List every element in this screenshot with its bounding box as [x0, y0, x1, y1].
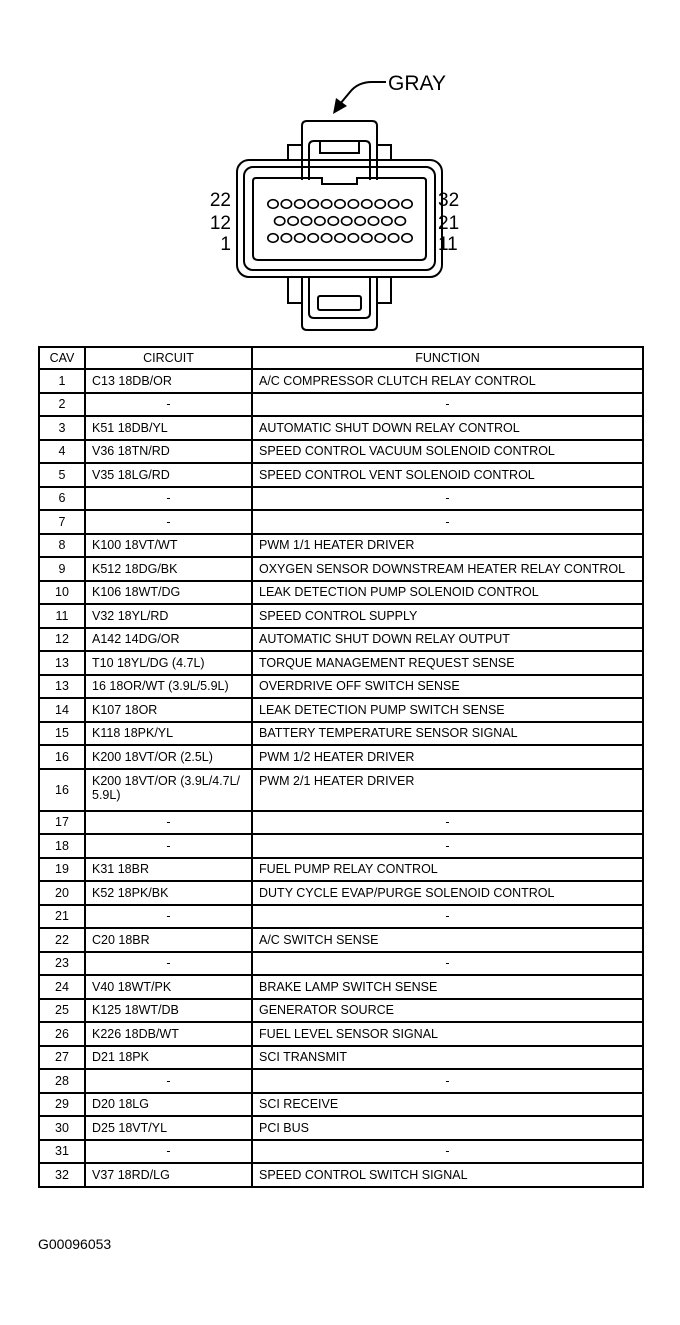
circuit-cell: V32 18YL/RD	[85, 604, 252, 628]
cav-cell: 19	[39, 858, 85, 882]
function-cell: A/C COMPRESSOR CLUTCH RELAY CONTROL	[252, 369, 643, 393]
cav-cell: 11	[39, 604, 85, 628]
circuit-cell: K226 18DB/WT	[85, 1022, 252, 1046]
connector-pin	[402, 200, 412, 209]
circuit-cell: C20 18BR	[85, 928, 252, 952]
table-row	[39, 1140, 643, 1164]
cav-cell: 13	[39, 651, 85, 675]
connector-pin	[402, 234, 412, 243]
connector-pin	[395, 217, 405, 226]
function-cell: A/C SWITCH SENSE	[252, 928, 643, 952]
connector-pin	[368, 217, 378, 226]
circuit-cell: K100 18VT/WT	[85, 534, 252, 558]
circuit-cell: -	[85, 811, 252, 835]
header-circuit: CIRCUIT	[85, 347, 252, 369]
connector-pin	[348, 200, 358, 209]
connector-pin	[321, 234, 331, 243]
circuit-cell: K200 18VT/OR (2.5L)	[85, 745, 252, 769]
table-row	[39, 651, 643, 675]
table-row	[39, 975, 643, 999]
function-cell: OVERDRIVE OFF SWITCH SENSE	[252, 675, 643, 699]
table-row	[39, 534, 643, 558]
table-row	[39, 745, 643, 769]
function-cell: -	[252, 834, 643, 858]
cav-cell: 24	[39, 975, 85, 999]
function-cell: SPEED CONTROL VENT SOLENOID CONTROL	[252, 463, 643, 487]
table-row	[39, 369, 643, 393]
circuit-cell: K125 18WT/DB	[85, 999, 252, 1023]
function-cell: -	[252, 510, 643, 534]
cav-cell: 2	[39, 393, 85, 417]
connector-pin	[355, 217, 365, 226]
table-row	[39, 811, 643, 835]
cav-cell: 21	[39, 905, 85, 929]
cav-cell: 16	[39, 769, 85, 811]
table-row	[39, 722, 643, 746]
circuit-cell: -	[85, 510, 252, 534]
connector-pin	[295, 234, 305, 243]
connector-pin	[388, 234, 398, 243]
pinout-table	[38, 346, 644, 1188]
cav-cell: 22	[39, 928, 85, 952]
function-cell: FUEL LEVEL SENSOR SIGNAL	[252, 1022, 643, 1046]
connector-pin	[362, 200, 372, 209]
cav-cell: 18	[39, 834, 85, 858]
circuit-cell: K51 18DB/YL	[85, 416, 252, 440]
cav-cell: 5	[39, 463, 85, 487]
label-cavity-32: 32	[438, 190, 460, 211]
connector-pin	[268, 234, 278, 243]
table-row	[39, 928, 643, 952]
connector-pin	[308, 200, 318, 209]
connector-pin	[362, 234, 372, 243]
connector-pin	[321, 200, 331, 209]
connector-pin	[281, 200, 291, 209]
function-cell: -	[252, 1140, 643, 1164]
callout-arrowhead	[333, 98, 347, 114]
table-row	[39, 440, 643, 464]
connector-pin	[308, 234, 318, 243]
connector-pin	[328, 217, 338, 226]
connector-pin	[342, 217, 352, 226]
table-row	[39, 557, 643, 581]
connector-diagram	[0, 0, 680, 340]
cav-cell: 20	[39, 881, 85, 905]
circuit-cell: K31 18BR	[85, 858, 252, 882]
connector-pin	[335, 234, 345, 243]
cav-cell: 25	[39, 999, 85, 1023]
circuit-cell: -	[85, 834, 252, 858]
function-cell: FUEL PUMP RELAY CONTROL	[252, 858, 643, 882]
function-cell: -	[252, 952, 643, 976]
circuit-cell: D20 18LG	[85, 1093, 252, 1117]
function-cell: SPEED CONTROL SUPPLY	[252, 604, 643, 628]
table-row	[39, 999, 643, 1023]
cav-cell: 10	[39, 581, 85, 605]
connector-pin	[268, 200, 278, 209]
cav-cell: 12	[39, 628, 85, 652]
circuit-cell: V40 18WT/PK	[85, 975, 252, 999]
cav-cell: 29	[39, 1093, 85, 1117]
connector-body	[237, 121, 442, 330]
table-row	[39, 487, 643, 511]
table-row	[39, 858, 643, 882]
connector-pin	[388, 200, 398, 209]
cav-cell: 27	[39, 1046, 85, 1070]
connector-pin	[335, 200, 345, 209]
function-cell: PWM 1/1 HEATER DRIVER	[252, 534, 643, 558]
connector-pin	[348, 234, 358, 243]
circuit-cell: 16 18OR/WT (3.9L/5.9L)	[85, 675, 252, 699]
table-row	[39, 1069, 643, 1093]
label-cavity-12: 12	[209, 213, 231, 234]
circuit-cell: D25 18VT/YL	[85, 1116, 252, 1140]
function-cell: -	[252, 905, 643, 929]
label-cavity-1: 1	[220, 234, 231, 255]
connector-pins	[268, 200, 412, 243]
function-cell: GENERATOR SOURCE	[252, 999, 643, 1023]
function-cell: PCI BUS	[252, 1116, 643, 1140]
table-row	[39, 604, 643, 628]
table-row	[39, 1046, 643, 1070]
circuit-cell: V35 18LG/RD	[85, 463, 252, 487]
cav-cell: 9	[39, 557, 85, 581]
callout-leader-line	[340, 82, 386, 104]
cav-cell: 23	[39, 952, 85, 976]
figure-id: G00096053	[38, 1236, 112, 1252]
table-row	[39, 769, 643, 811]
connector-color-label: GRAY	[388, 72, 446, 95]
function-cell: PWM 2/1 HEATER DRIVER	[252, 769, 643, 811]
function-cell: SCI RECEIVE	[252, 1093, 643, 1117]
cav-cell: 17	[39, 811, 85, 835]
header-function: FUNCTION	[252, 347, 643, 369]
table-row	[39, 1116, 643, 1140]
cav-cell: 30	[39, 1116, 85, 1140]
table-row	[39, 1022, 643, 1046]
connector-pin	[315, 217, 325, 226]
connector-pin	[295, 200, 305, 209]
table-row	[39, 416, 643, 440]
function-cell: SCI TRANSMIT	[252, 1046, 643, 1070]
circuit-cell: K52 18PK/BK	[85, 881, 252, 905]
connector-pin	[288, 217, 298, 226]
cav-cell: 15	[39, 722, 85, 746]
table-row	[39, 675, 643, 699]
circuit-cell: -	[85, 487, 252, 511]
table-row	[39, 628, 643, 652]
function-cell: BRAKE LAMP SWITCH SENSE	[252, 975, 643, 999]
function-cell: LEAK DETECTION PUMP SOLENOID CONTROL	[252, 581, 643, 605]
table-row	[39, 881, 643, 905]
cav-cell: 26	[39, 1022, 85, 1046]
cav-cell: 13	[39, 675, 85, 699]
function-cell: PWM 1/2 HEATER DRIVER	[252, 745, 643, 769]
cav-cell: 1	[39, 369, 85, 393]
circuit-cell: K200 18VT/OR (3.9L/4.7L/ 5.9L)	[85, 769, 252, 811]
circuit-cell: C13 18DB/OR	[85, 369, 252, 393]
cav-cell: 16	[39, 745, 85, 769]
circuit-cell: -	[85, 393, 252, 417]
function-cell: OXYGEN SENSOR DOWNSTREAM HEATER RELAY CONTROL	[252, 557, 643, 581]
connector-pin	[375, 234, 385, 243]
circuit-cell: V36 18TN/RD	[85, 440, 252, 464]
table-row	[39, 510, 643, 534]
table-row	[39, 581, 643, 605]
circuit-cell: A142 14DG/OR	[85, 628, 252, 652]
function-cell: -	[252, 393, 643, 417]
function-cell: -	[252, 811, 643, 835]
circuit-cell: D21 18PK	[85, 1046, 252, 1070]
circuit-cell: T10 18YL/DG (4.7L)	[85, 651, 252, 675]
table-row	[39, 834, 643, 858]
circuit-cell: K118 18PK/YL	[85, 722, 252, 746]
label-cavity-21: 21	[438, 213, 460, 234]
connector-pin	[301, 217, 311, 226]
circuit-cell: K512 18DG/BK	[85, 557, 252, 581]
circuit-cell: K106 18WT/DG	[85, 581, 252, 605]
cav-cell: 32	[39, 1163, 85, 1187]
function-cell: LEAK DETECTION PUMP SWITCH SENSE	[252, 698, 643, 722]
function-cell: AUTOMATIC SHUT DOWN RELAY OUTPUT	[252, 628, 643, 652]
connector-pin	[382, 217, 392, 226]
circuit-cell: V37 18RD/LG	[85, 1163, 252, 1187]
cav-cell: 7	[39, 510, 85, 534]
label-cavity-22: 22	[209, 190, 231, 211]
cav-cell: 6	[39, 487, 85, 511]
function-cell: -	[252, 487, 643, 511]
function-cell: SPEED CONTROL VACUUM SOLENOID CONTROL	[252, 440, 643, 464]
function-cell: SPEED CONTROL SWITCH SIGNAL	[252, 1163, 643, 1187]
function-cell: AUTOMATIC SHUT DOWN RELAY CONTROL	[252, 416, 643, 440]
function-cell: DUTY CYCLE EVAP/PURGE SOLENOID CONTROL	[252, 881, 643, 905]
table-row	[39, 905, 643, 929]
table-row	[39, 1163, 643, 1187]
table-header-row	[39, 347, 643, 369]
table-row	[39, 698, 643, 722]
connector-pin	[281, 234, 291, 243]
table-row	[39, 393, 643, 417]
header-cav: CAV	[39, 347, 85, 369]
table-row	[39, 952, 643, 976]
circuit-cell: K107 18OR	[85, 698, 252, 722]
cav-cell: 3	[39, 416, 85, 440]
label-cavity-11: 11	[438, 234, 458, 255]
table-row	[39, 1093, 643, 1117]
function-cell: -	[252, 1069, 643, 1093]
function-cell: BATTERY TEMPERATURE SENSOR SIGNAL	[252, 722, 643, 746]
cav-cell: 31	[39, 1140, 85, 1164]
circuit-cell: -	[85, 1140, 252, 1164]
table-row	[39, 463, 643, 487]
cav-cell: 14	[39, 698, 85, 722]
cav-cell: 8	[39, 534, 85, 558]
cav-cell: 4	[39, 440, 85, 464]
function-cell: TORQUE MANAGEMENT REQUEST SENSE	[252, 651, 643, 675]
circuit-cell: -	[85, 1069, 252, 1093]
connector-pin	[275, 217, 285, 226]
circuit-cell: -	[85, 905, 252, 929]
circuit-cell: -	[85, 952, 252, 976]
cav-cell: 28	[39, 1069, 85, 1093]
connector-pin	[375, 200, 385, 209]
